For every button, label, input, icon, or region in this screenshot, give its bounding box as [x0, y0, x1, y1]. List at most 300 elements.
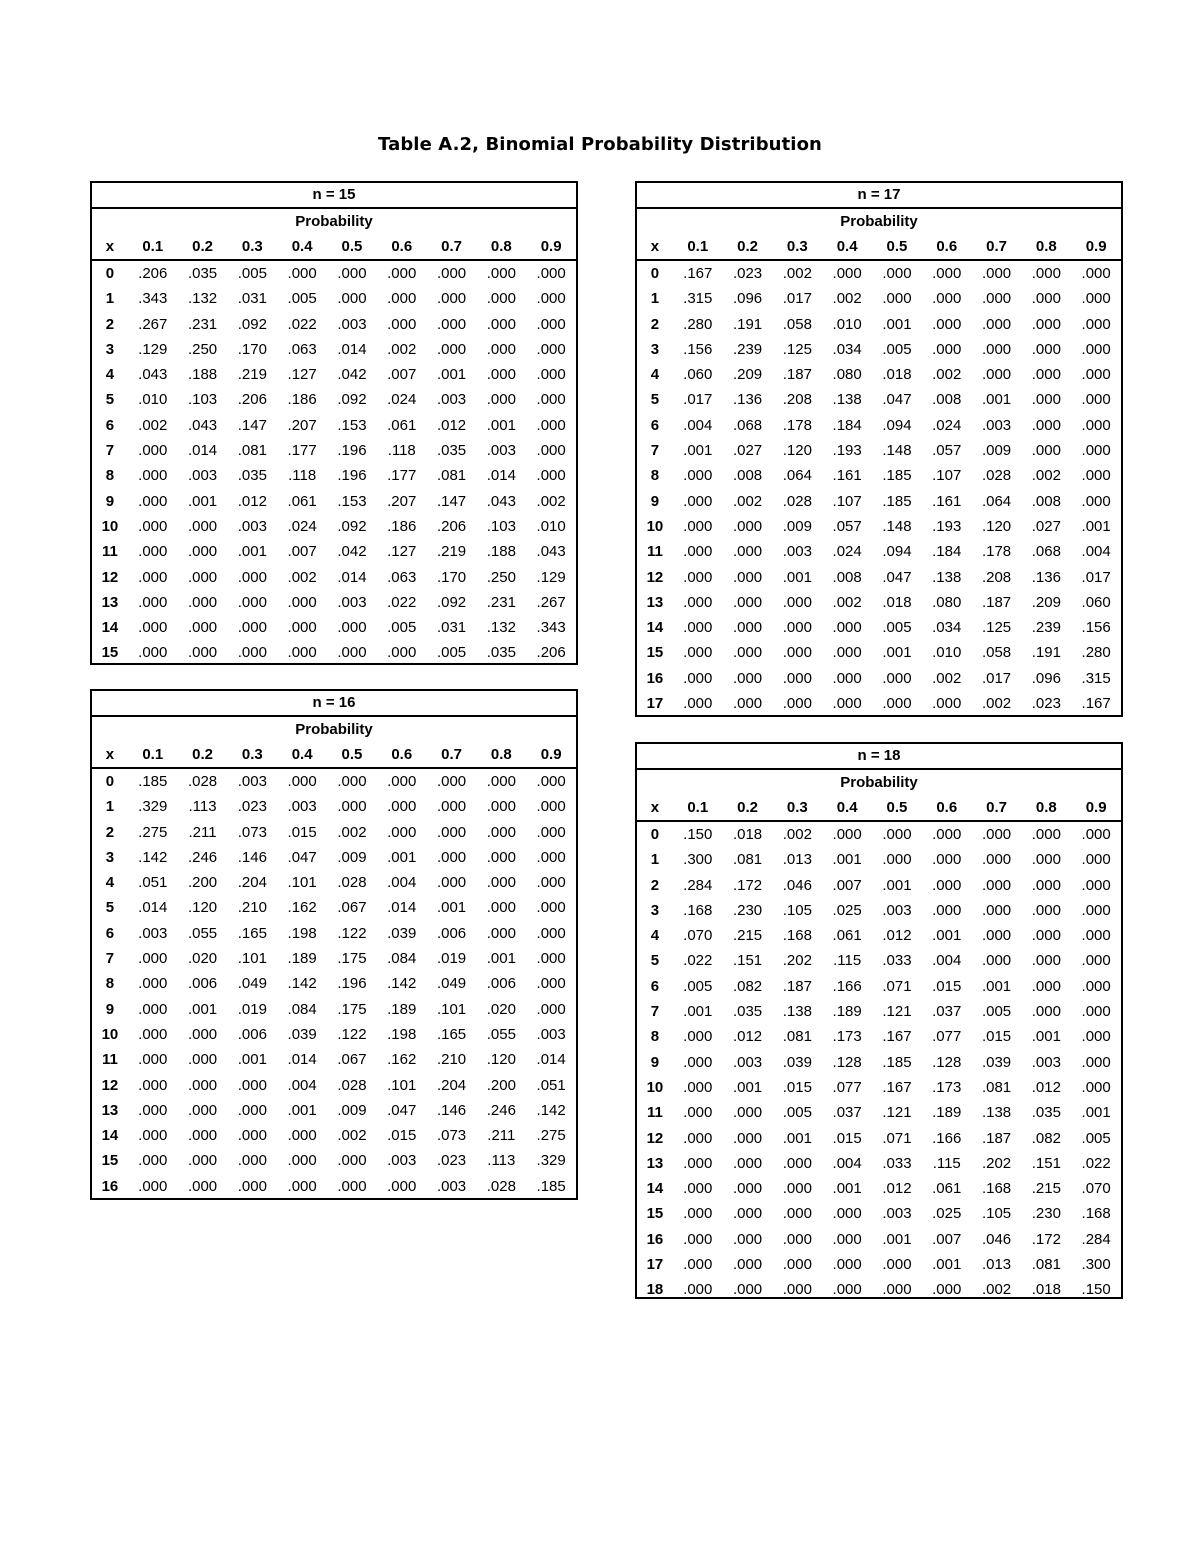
probability-value: .001 [237, 1051, 267, 1069]
table-row [637, 999, 1121, 1024]
table-row [637, 640, 1121, 665]
probability-value: .000 [486, 265, 516, 282]
probability-value: .000 [1081, 1028, 1111, 1046]
table-row [92, 337, 576, 362]
probability-value: .136 [732, 391, 763, 409]
probability-value: .051 [536, 1076, 566, 1094]
probability-value: .000 [732, 1205, 763, 1223]
probability-value: .000 [337, 644, 367, 662]
probability-value: .206 [436, 517, 467, 535]
probability-value: .000 [832, 619, 862, 637]
table-row [637, 1227, 1121, 1252]
probability-value: .000 [436, 315, 467, 333]
probability-value: .000 [981, 290, 1012, 308]
probability-value: .000 [138, 1051, 168, 1069]
probability-value: .034 [932, 619, 962, 637]
probability-value: .028 [337, 1076, 367, 1094]
probability-value: .165 [237, 924, 267, 942]
probability-value: .018 [882, 366, 912, 384]
probability-value: .000 [732, 1256, 763, 1274]
x-column-header: x [105, 746, 115, 763]
probability-value: .005 [287, 290, 317, 308]
probability-value: .000 [732, 1154, 763, 1172]
probability-value: .000 [337, 265, 367, 282]
probability-value: .002 [138, 416, 168, 434]
probability-value: .204 [436, 1076, 467, 1094]
table-row [637, 312, 1121, 337]
probability-value: .000 [782, 669, 812, 687]
probability-value: .000 [486, 290, 516, 308]
x-value: 3 [650, 901, 660, 919]
x-value: 4 [650, 366, 660, 384]
probability-value: .142 [287, 975, 317, 993]
probability-value: .013 [782, 851, 812, 869]
probability-value: .000 [932, 265, 962, 282]
x-value: 11 [647, 543, 663, 561]
probability-value: .118 [288, 467, 317, 485]
probability-value: .187 [782, 366, 812, 384]
probability-value: .000 [337, 290, 367, 308]
table-row [92, 615, 576, 640]
probability-value: .002 [337, 1127, 367, 1145]
probability-value: .231 [187, 315, 218, 333]
probability-value: .012 [882, 1180, 912, 1198]
probability-value: .000 [882, 265, 912, 282]
probability-value: .000 [683, 1104, 713, 1122]
probability-value: .039 [981, 1053, 1012, 1071]
table-row [92, 463, 576, 488]
probability-value: .000 [387, 265, 417, 282]
probability-value: .001 [981, 977, 1012, 995]
probability-value: .129 [138, 340, 168, 358]
table-row [637, 974, 1121, 999]
probability-value: .206 [138, 265, 168, 282]
x-value: 14 [101, 619, 119, 637]
probability-value: .055 [486, 1025, 516, 1043]
probability-value: .000 [1031, 977, 1061, 995]
p-column-header: 0.4 [836, 799, 858, 816]
probability-value: .000 [1031, 442, 1061, 460]
probability-value: .014 [187, 442, 218, 460]
probability-value: .000 [387, 290, 417, 308]
table-row [92, 286, 576, 311]
probability-value: .020 [187, 950, 218, 968]
probability-value: .028 [187, 773, 218, 790]
probability-value: .014 [287, 1051, 317, 1069]
table-row [637, 847, 1121, 872]
table-row [92, 921, 576, 946]
probability-value: .000 [237, 1076, 267, 1094]
probability-value: .000 [287, 1152, 317, 1170]
table-row [92, 362, 576, 387]
probability-value: .017 [782, 290, 812, 308]
probability-value: .000 [287, 619, 317, 637]
probability-value: .178 [981, 543, 1012, 561]
probability-value: .113 [487, 1152, 516, 1170]
p-column-header: 0.1 [142, 746, 164, 763]
probability-value: .061 [287, 492, 317, 510]
probability-value: .115 [932, 1154, 961, 1172]
x-value: 16 [646, 1230, 664, 1248]
probability-value: .004 [1081, 543, 1111, 561]
table-row [92, 387, 576, 412]
probability-value: .073 [237, 823, 267, 841]
probability-value: .047 [287, 848, 317, 866]
probability-value: .043 [187, 416, 218, 434]
table-row [92, 769, 576, 794]
probability-value: .000 [536, 416, 566, 434]
probability-value: .024 [832, 543, 862, 561]
probability-value: .000 [782, 1256, 812, 1274]
probability-value: .000 [882, 290, 912, 308]
x-value: 13 [646, 1154, 664, 1172]
probability-value: .000 [436, 265, 467, 282]
probability-value: .043 [536, 543, 566, 561]
probability-value: .000 [536, 1000, 566, 1018]
probability-value: .005 [436, 644, 467, 662]
probability-value: .211 [487, 1127, 516, 1145]
probability-value: .000 [138, 593, 168, 611]
probability-value: .000 [782, 1230, 812, 1248]
probability-value: .230 [732, 901, 763, 919]
probability-value: .000 [932, 695, 962, 713]
probability-value: .000 [1031, 901, 1061, 919]
probability-value: .000 [187, 517, 218, 535]
table-row [637, 590, 1121, 615]
probability-value: .017 [683, 391, 713, 409]
x-value: 10 [101, 517, 119, 535]
probability-value: .188 [187, 366, 218, 384]
probability-value: .000 [237, 1127, 267, 1145]
p-column-header: 0.8 [490, 238, 512, 255]
probability-value: .020 [486, 1000, 516, 1018]
probability-value: .003 [187, 467, 218, 485]
probability-value: .000 [683, 1205, 713, 1223]
p-column-header: 0.6 [936, 238, 958, 255]
probability-value: .000 [387, 798, 417, 816]
probability-value: .000 [387, 644, 417, 662]
probability-value: .028 [486, 1177, 516, 1195]
probability-value: .001 [387, 848, 417, 866]
probability-value: .000 [981, 265, 1012, 282]
probability-value: .000 [832, 669, 862, 687]
probability-value: .039 [387, 924, 417, 942]
probability-value: .057 [932, 442, 962, 460]
probability-value: .000 [1081, 265, 1111, 282]
probability-value: .138 [832, 391, 862, 409]
x-value: 7 [105, 950, 115, 968]
probability-value: .000 [832, 1230, 862, 1248]
probability-value: .003 [337, 593, 367, 611]
probability-label: Probability [840, 774, 918, 791]
probability-value: .000 [683, 1028, 713, 1046]
p-column-header: 0.5 [341, 746, 363, 763]
probability-label: Probability [295, 721, 373, 738]
p-column-header: 0.5 [886, 238, 908, 255]
probability-value: .280 [1081, 644, 1111, 662]
probability-value: .000 [1031, 265, 1061, 282]
probability-value: .000 [187, 1051, 218, 1069]
probability-value: .000 [1031, 876, 1061, 894]
probability-value: .000 [187, 1076, 218, 1094]
probability-value: .239 [732, 340, 763, 358]
column-header-row [637, 795, 1121, 822]
probability-value: .000 [237, 1177, 267, 1195]
probability-value: .127 [287, 366, 317, 384]
probability-value: .000 [732, 1281, 763, 1299]
x-value: 0 [650, 826, 660, 843]
probability-value: .000 [683, 593, 713, 611]
table-row [92, 1174, 576, 1199]
probability-value: .231 [486, 593, 516, 611]
probability-value: .189 [287, 950, 317, 968]
p-column-header: 0.7 [441, 238, 462, 255]
probability-value: .001 [187, 1000, 218, 1018]
probability-value: .012 [732, 1028, 763, 1046]
probability-value: .001 [932, 1256, 962, 1274]
probability-value: .012 [237, 492, 267, 510]
probability-value: .003 [1031, 1053, 1061, 1071]
probability-value: .000 [138, 1152, 168, 1170]
probability-value: .001 [237, 543, 267, 561]
x-value: 0 [105, 265, 115, 282]
table-row [637, 873, 1121, 898]
probability-value: .037 [832, 1104, 862, 1122]
probability-value: .000 [683, 1154, 713, 1172]
probability-value: .035 [187, 265, 218, 282]
probability-value: .000 [732, 644, 763, 662]
probability-value: .000 [1081, 952, 1111, 970]
probability-value: .000 [187, 1177, 218, 1195]
table-row [92, 820, 576, 845]
probability-value: .003 [882, 1205, 912, 1223]
probability-value: .000 [1031, 952, 1061, 970]
probability-value: .000 [683, 568, 713, 586]
probability-value: .004 [832, 1154, 862, 1172]
probability-value: .204 [237, 874, 267, 892]
probability-value: .077 [932, 1028, 962, 1046]
x-value: 1 [105, 290, 115, 308]
x-value: 15 [646, 1205, 664, 1223]
table-row [92, 845, 576, 870]
probability-value: .120 [486, 1051, 516, 1069]
probability-value: .012 [436, 416, 467, 434]
x-value: 16 [101, 1177, 119, 1195]
probability-value: .022 [287, 315, 317, 333]
probability-value: .057 [832, 517, 862, 535]
table-row [92, 997, 576, 1022]
probability-value: .047 [882, 568, 912, 586]
probability-value: .064 [782, 467, 812, 485]
x-value: 14 [101, 1127, 119, 1145]
table-row [92, 312, 576, 337]
probability-value: .187 [981, 593, 1012, 611]
table-row [92, 640, 576, 665]
x-value: 2 [650, 315, 660, 333]
table-row [637, 1024, 1121, 1049]
p-column-header: 0.2 [192, 238, 213, 255]
probability-value: .060 [1081, 593, 1111, 611]
probability-value: .166 [832, 977, 862, 995]
table-row [92, 971, 576, 996]
x-value: 13 [646, 593, 664, 611]
p-column-header: 0.9 [540, 746, 562, 763]
probability-value: .000 [486, 340, 516, 358]
probability-value: .000 [337, 1152, 367, 1170]
probability-value: .043 [486, 492, 516, 510]
x-column-header: x [650, 799, 660, 816]
probability-value: .000 [387, 315, 417, 333]
probability-value: .000 [683, 1180, 713, 1198]
table-row [637, 1100, 1121, 1125]
probability-value: .084 [387, 950, 417, 968]
probability-value: .001 [486, 416, 516, 434]
probability-value: .080 [932, 593, 962, 611]
probability-value: .000 [536, 874, 566, 892]
probability-value: .000 [287, 1127, 317, 1145]
probability-value: .167 [1081, 695, 1111, 713]
probability-value: .122 [337, 1025, 367, 1043]
probability-value: .000 [536, 773, 566, 790]
probability-value: .239 [1031, 619, 1061, 637]
probability-value: .000 [782, 1180, 812, 1198]
probability-value: .000 [683, 1256, 713, 1274]
probability-value: .147 [436, 492, 467, 510]
x-value: 3 [650, 340, 660, 358]
x-value: 3 [105, 340, 115, 358]
table-n15 [90, 181, 578, 665]
probability-value: .027 [1031, 517, 1061, 535]
probability-value: .142 [536, 1101, 566, 1119]
x-value: 17 [646, 695, 664, 713]
probability-value: .107 [932, 467, 962, 485]
probability-value: .000 [1081, 416, 1111, 434]
x-value: 7 [650, 442, 660, 460]
table-n-label: n = 15 [92, 183, 576, 209]
probability-value: .146 [237, 848, 267, 866]
probability-value: .000 [782, 644, 812, 662]
probability-value: .207 [387, 492, 417, 510]
p-column-header: 0.3 [241, 746, 263, 763]
table-row [92, 1022, 576, 1047]
probability-value: .001 [1031, 1028, 1061, 1046]
probability-value: .211 [188, 823, 217, 841]
probability-value: .000 [187, 1025, 218, 1043]
probability-value: .000 [237, 619, 267, 637]
x-value: 4 [105, 366, 115, 384]
probability-value: .146 [436, 1101, 467, 1119]
probability-value: .013 [981, 1256, 1012, 1274]
probability-value: .000 [536, 366, 566, 384]
probability-value: .000 [536, 899, 566, 917]
probability-value: .024 [387, 391, 417, 409]
probability-value: .000 [1081, 315, 1111, 333]
x-value: 2 [650, 876, 660, 894]
probability-value: .002 [981, 1281, 1012, 1299]
probability-value: .001 [832, 851, 862, 869]
probability-value: .000 [732, 619, 763, 637]
probability-value: .001 [882, 1230, 912, 1248]
p-column-header: 0.3 [786, 799, 808, 816]
x-value: 10 [646, 1078, 664, 1096]
probability-value: .002 [782, 826, 812, 843]
probability-value: .329 [536, 1152, 566, 1170]
probability-value: .196 [337, 467, 367, 485]
probability-value: .000 [138, 1127, 168, 1145]
probability-value: .000 [732, 1230, 763, 1248]
probability-value: .148 [882, 442, 912, 460]
probability-value: .000 [486, 391, 516, 409]
probability-value: .002 [932, 669, 962, 687]
probability-value: .230 [1031, 1205, 1061, 1223]
probability-value: .001 [832, 1180, 862, 1198]
x-value: 2 [105, 315, 115, 333]
probability-value: .018 [882, 593, 912, 611]
probability-value: .193 [932, 517, 962, 535]
probability-value: .047 [387, 1101, 417, 1119]
probability-value: .092 [337, 391, 367, 409]
probability-value: .000 [683, 467, 713, 485]
probability-value: .003 [237, 517, 267, 535]
probability-value: .006 [436, 924, 467, 942]
table-row [637, 362, 1121, 387]
probability-value: .000 [287, 644, 317, 662]
probability-value: .000 [138, 467, 168, 485]
probability-value: .001 [882, 876, 912, 894]
probability-value: .000 [1031, 826, 1061, 843]
probability-value: .168 [782, 927, 812, 945]
probability-label: Probability [295, 213, 373, 230]
probability-value: .003 [782, 543, 812, 561]
probability-value: .000 [337, 619, 367, 637]
x-value: 12 [646, 1129, 664, 1147]
probability-value: .000 [337, 773, 367, 790]
table-row [637, 898, 1121, 923]
probability-value: .166 [932, 1129, 962, 1147]
probability-value: .019 [436, 950, 467, 968]
x-value: 9 [105, 1000, 115, 1018]
probability-value: .000 [536, 950, 566, 968]
probability-value: .185 [536, 1177, 566, 1195]
probability-value: .000 [1031, 927, 1061, 945]
probability-value: .000 [732, 593, 763, 611]
probability-value: .002 [287, 568, 317, 586]
probability-value: .000 [932, 901, 962, 919]
table-row [637, 565, 1121, 590]
probability-value: .196 [337, 442, 367, 460]
table-row [637, 261, 1121, 286]
p-column-header: 0.4 [291, 238, 313, 255]
probability-value: .000 [187, 1152, 218, 1170]
probability-value: .000 [138, 1101, 168, 1119]
probability-value: .000 [732, 517, 763, 535]
probability-value: .025 [832, 901, 862, 919]
probability-value: .000 [1031, 315, 1061, 333]
probability-value: .063 [387, 568, 417, 586]
probability-value: .002 [932, 366, 962, 384]
probability-value: .148 [882, 517, 912, 535]
x-value: 13 [101, 1101, 119, 1119]
probability-value: .007 [832, 876, 862, 894]
probability-value: .132 [187, 290, 218, 308]
table-row [637, 539, 1121, 564]
table-row [92, 895, 576, 920]
probability-value: .000 [1081, 977, 1111, 995]
probability-value: .000 [782, 695, 812, 713]
probability-value: .167 [683, 265, 713, 282]
probability-value: .191 [732, 315, 763, 333]
probability-value: .128 [832, 1053, 862, 1071]
